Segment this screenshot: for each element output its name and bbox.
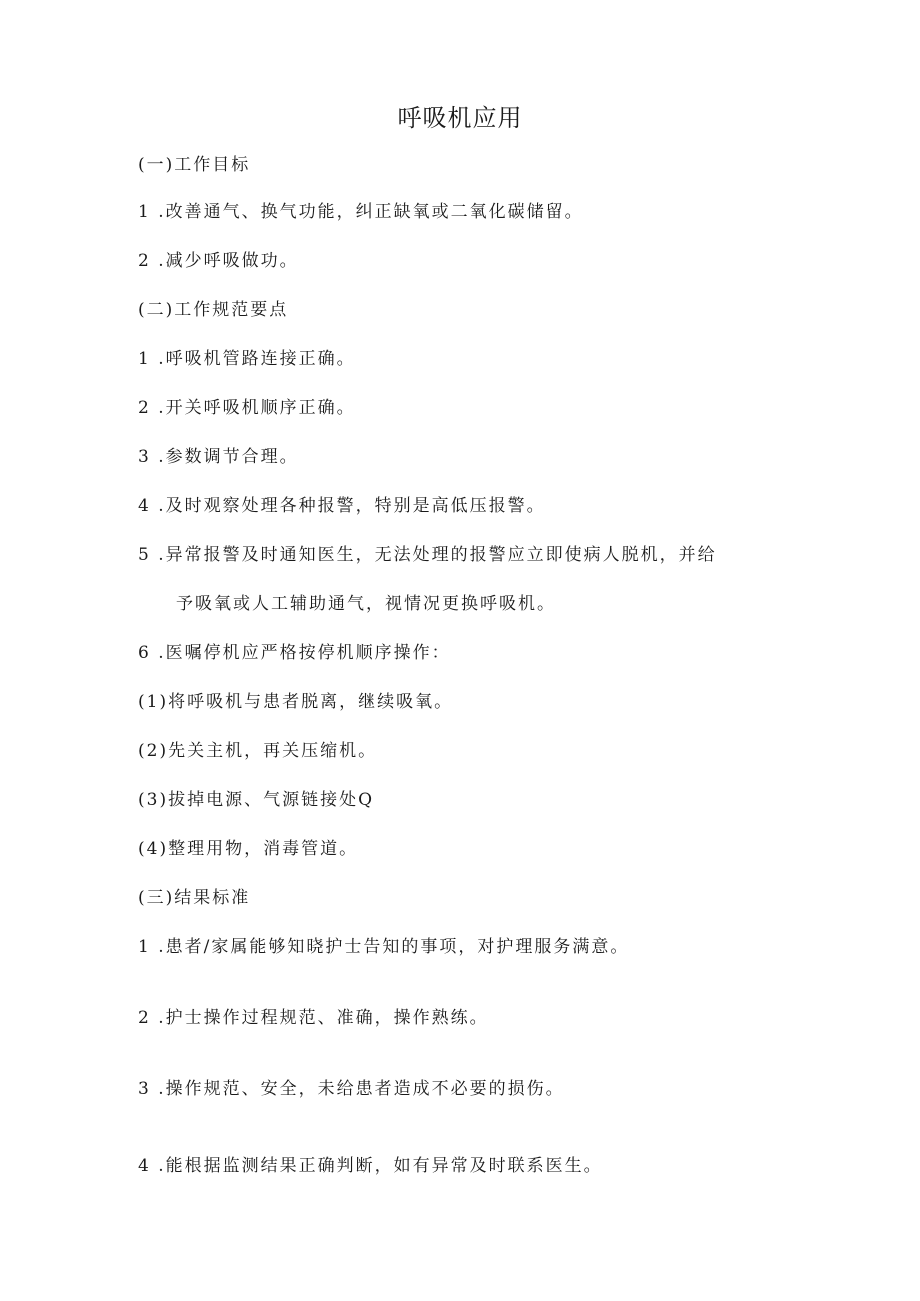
- shutdown-step-1: (1)将呼吸机与患者脱离，继续吸氧。: [138, 692, 454, 712]
- standard-item-4: 4 .及时观察处理各种报警，特别是高低压报警。: [138, 496, 546, 516]
- standard-item-1: 1 .呼吸机管路连接正确。: [138, 349, 356, 369]
- result-item-3: 3 .操作规范、安全，未给患者造成不必要的损伤。: [138, 1079, 565, 1099]
- result-item-2: 2 .护士操作过程规范、准确，操作熟练。: [138, 1008, 489, 1028]
- section-heading-results: (三)结果标准: [138, 888, 251, 908]
- result-item-4: 4 .能根据监测结果正确判断，如有异常及时联系医生。: [138, 1156, 603, 1176]
- shutdown-step-2: (2)先关主机，再关压缩机。: [138, 741, 378, 761]
- section-heading-standards: (二)工作规范要点: [138, 300, 289, 320]
- section-heading-goals: (一)工作目标: [138, 155, 251, 175]
- shutdown-step-4: (4)整理用物，消毒管道。: [138, 839, 359, 859]
- result-item-1: 1 .患者/家属能够知晓护士告知的事项，对护理服务满意。: [138, 937, 630, 957]
- goal-item-1: 1 .改善通气、换气功能，纠正缺氧或二氧化碳储留。: [138, 202, 584, 222]
- shutdown-step-3: (3)拔掉电源、气源链接处Q: [138, 790, 375, 810]
- standard-item-5: 5 .异常报警及时通知医生，无法处理的报警应立即使病人脱机，并给: [138, 545, 717, 565]
- standard-item-5-continued: 予吸氧或人工辅助通气，视情况更换呼吸机。: [176, 594, 556, 614]
- goal-item-2: 2 .减少呼吸做功。: [138, 251, 299, 271]
- standard-item-2: 2 .开关呼吸机顺序正确。: [138, 398, 356, 418]
- document-title: 呼吸机应用: [397, 104, 523, 132]
- standard-item-3: 3 .参数调节合理。: [138, 447, 299, 467]
- standard-item-6: 6 .医嘱停机应严格按停机顺序操作：: [138, 643, 451, 663]
